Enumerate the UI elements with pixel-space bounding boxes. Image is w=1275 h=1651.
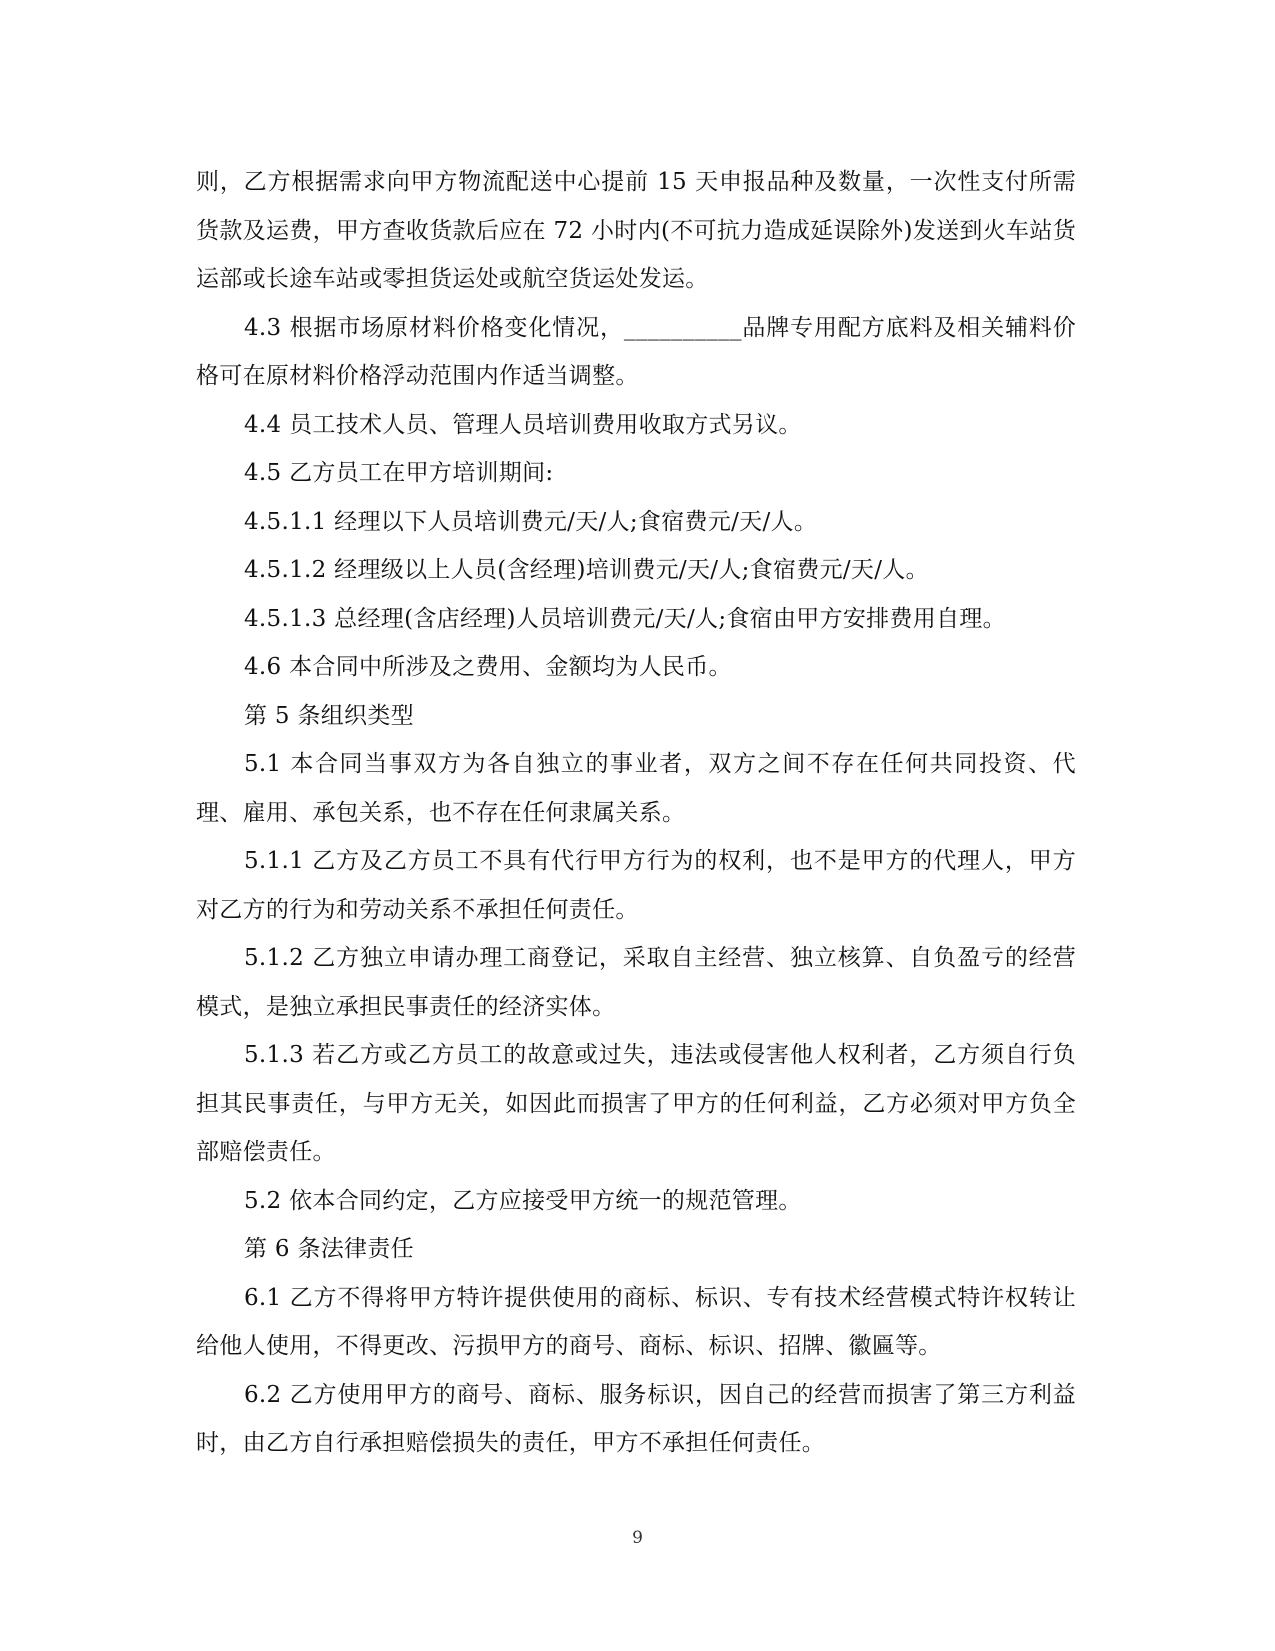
paragraph-5-1-1: 5.1.1 乙方及乙方员工不具有代行甲方行为的权利，也不是甲方的代理人，甲方对乙方的行为和劳动关系不承担任何责任。 bbox=[196, 848, 1076, 923]
section-heading-5: 第 5 条组织类型 bbox=[244, 702, 414, 729]
paragraph-5-2: 5.2 依本合同约定，乙方应接受甲方统一的规范管理。 bbox=[244, 1187, 802, 1214]
paragraph-5-1-2: 5.1.2 乙方独立申请办理工商登记，采取自主经营、独立核算、自负盈亏的经营模式，是独立承担民事责任的经济实体。 bbox=[196, 945, 1076, 1020]
paragraph-4-5-1-3: 4.5.1.3 总经理(含店经理)人员培训费元/天/人;食宿由甲方安排费用自理。 bbox=[244, 605, 1006, 632]
section-heading-6: 第 6 条法律责任 bbox=[244, 1236, 414, 1262]
paragraph-4-6: 4.6 本合同中所涉及之费用、金额均为人民币。 bbox=[244, 654, 732, 680]
paragraph-4-5: 4.5 乙方员工在甲方培训期间: bbox=[244, 460, 554, 486]
paragraph-5-1-3: 5.1.3 若乙方或乙方员工的故意或过失，违法或侵害他人权利者，乙方须自行负担其民事责任，与甲方无关，如因此而损害了甲方的任何利益，乙方必须对甲方负全部赔偿责任。 bbox=[196, 1042, 1076, 1165]
paragraph-6-1: 6.1 乙方不得将甲方特许提供使用的商标、标识、专有技术经营模式特许权转让给他人使用，不得更改、污损甲方的商号、商标、标识、招牌、徽匾等。 bbox=[196, 1284, 1076, 1359]
paragraph-4-4: 4.4 员工技术人员、管理人员培训费用收取方式另议。 bbox=[244, 411, 802, 438]
document-body bbox=[196, 158, 1076, 1468]
paragraph-4-5-1-1: 4.5.1.1 经理以下人员培训费元/天/人;食宿费元/天/人。 bbox=[244, 508, 818, 535]
paragraph-6-2: 6.2 乙方使用甲方的商号、商标、服务标识，因自己的经营而损害了第三方利益时，由乙方自行承担赔偿损失的责任，甲方不承担任何责任。 bbox=[196, 1381, 1076, 1456]
paragraph-4-3: 4.3 根据市场原材料价格变化情况，__________品牌专用配方底料及相关辅料价格可在原材料价格浮动范围内作适当调整。 bbox=[196, 314, 1076, 389]
paragraph-5-1: 5.1 本合同当事双方为各自独立的事业者，双方之间不存在任何共同投资、代理、雇用、承包关系，也不存在任何隶属关系。 bbox=[196, 751, 1076, 826]
paragraph-4-5-1-2: 4.5.1.2 经理级以上人员(含经理)培训费元/天/人;食宿费元/天/人。 bbox=[244, 557, 929, 583]
page-number: 9 bbox=[632, 1528, 643, 1548]
paragraph-continued: 则，乙方根据需求向甲方物流配送中心提前 15 天申报品种及数量，一次性支付所需货款及运费，甲方查收货款后应在 72 小时内(不可抗力造成延误除外)发送到火车站货运部或长途车站或零担货运处或航空货运处发运。 bbox=[196, 169, 1076, 292]
